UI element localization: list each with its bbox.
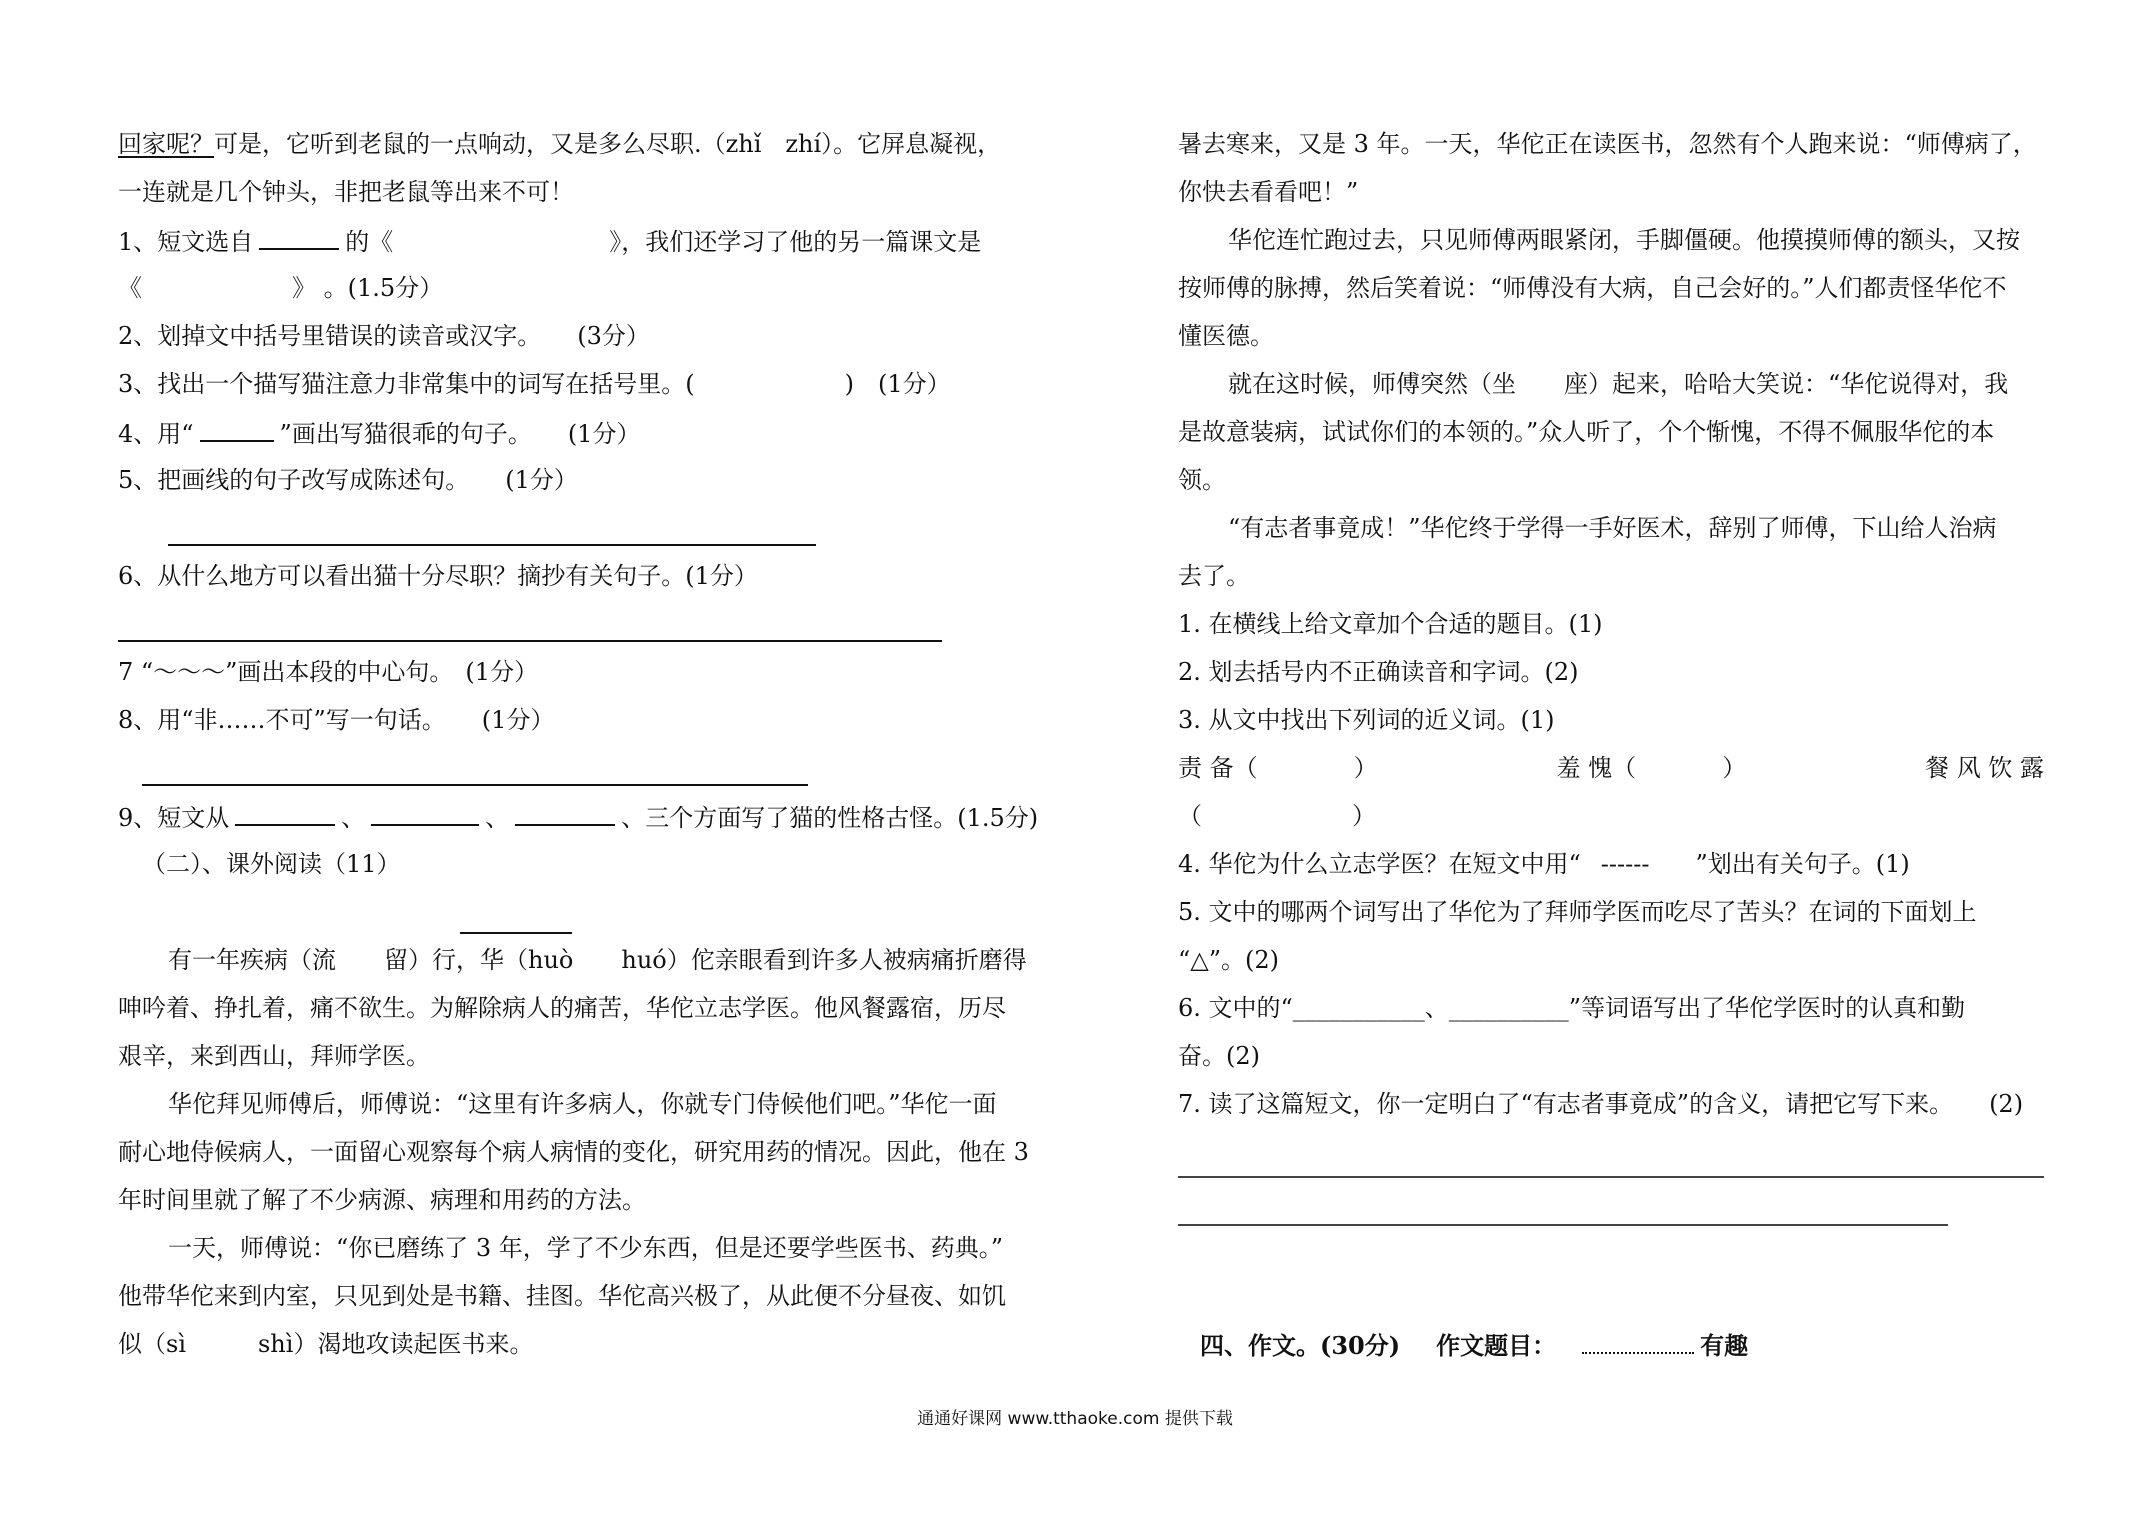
answer-line[interactable] bbox=[168, 544, 816, 546]
passage-line: 华佗连忙跑过去，只见师傅两眼紧闭，手脚僵硬。他摸摸师傅的额头，又按 bbox=[1228, 226, 2020, 254]
question-1-cont: 《 》 。(1.5分） bbox=[118, 274, 444, 302]
passage-line: 暑去寒来，又是 3 年。一天，华佗正在读医书，忽然有个人跑来说：“师傅病了， bbox=[1178, 130, 2037, 158]
answer-blank[interactable] bbox=[515, 800, 615, 826]
footer-credit: 通通好课网 www.tthaoke.com 提供下载 bbox=[917, 1409, 1233, 1429]
passage-line: 艰辛，来到西山，拜师学医。 bbox=[118, 1042, 430, 1070]
passage-line: 一连就是几个钟头，非把老鼠等出来不可！ bbox=[118, 178, 574, 206]
passage-line: 一天，师傅说：“你已磨练了 3 年，学了不少东西，但是还要学些医书、药典。” bbox=[168, 1234, 1004, 1262]
answer-line[interactable] bbox=[142, 784, 808, 786]
passage-line: 他带华佗来到内室，只见到处是书籍、挂图。华佗高兴极了，从此便不分昼夜、如饥 bbox=[118, 1282, 1006, 1310]
question-r3: 3. 从文中找出下列词的近义词。(1) bbox=[1178, 706, 1555, 734]
question-8: 8、用“非……不可”写一句话。 (1分） bbox=[118, 706, 555, 734]
section-4-heading: 四、作文。(30分) 作文题目： 有趣 bbox=[1200, 1328, 1748, 1360]
answer-line[interactable] bbox=[1178, 1224, 1948, 1226]
passage-line: 领。 bbox=[1178, 466, 1226, 494]
question-r4: 4. 华佗为什么立志学医？在短文中用“ ------ ”划出有关句子。(1) bbox=[1178, 850, 1910, 878]
question-r5-cont: “△”。(2) bbox=[1178, 946, 1279, 974]
answer-line[interactable] bbox=[118, 640, 942, 642]
passage-line: 有一年疾病（流 留）行，华（huò huó）佗亲眼看到许多人被病痛折磨得 bbox=[168, 946, 1027, 974]
question-r6: 6. 文中的“___________、__________”等词语写出了华佗学医时的认真和勤 bbox=[1178, 994, 1966, 1022]
passage-line: 华佗拜见师傅后，师傅说：“这里有许多病人，你就专门侍候他们吧。”华佗一面 bbox=[168, 1090, 997, 1118]
essay-title-blank[interactable] bbox=[1582, 1328, 1694, 1354]
answer-line[interactable] bbox=[1178, 1176, 2044, 1178]
underlined-sentence: 回家呢？ bbox=[118, 130, 214, 158]
synonym-item: 羞 愧（ ） bbox=[1556, 754, 1747, 782]
synonym-row-cont: （ ） bbox=[1178, 802, 1376, 830]
synonym-item: 责 备（ ） bbox=[1178, 754, 1378, 782]
section-2-heading: （二）、课外阅读（11） bbox=[142, 850, 401, 878]
passage-line: 你快去看看吧！” bbox=[1178, 178, 1359, 206]
passage-line: 呻吟着、挣扎着，痛不欲生。为解除病人的痛苦，华佗立志学医。他风餐露宿，历尽 bbox=[118, 994, 1006, 1022]
passage-line: 耐心地侍候病人，一面留心观察每个病人病情的变化，研究用药的情况。因此，他在 3 bbox=[118, 1138, 1029, 1166]
passage-line: 按师傅的脉搏，然后笑着说：“师傅没有大病，自己会好的。”人们都责怪华佗不 bbox=[1178, 274, 2007, 302]
question-4: 4、用“ ”画出写猫很乖的句子。 (1分） bbox=[118, 416, 640, 448]
passage-line: 去了。 bbox=[1178, 562, 1250, 590]
question-1: 1、短文选自 的《 》，我们还学习了他的另一篇课文是 bbox=[118, 224, 981, 256]
answer-blank[interactable] bbox=[259, 224, 339, 250]
question-r1: 1. 在横线上给文章加个合适的题目。(1) bbox=[1178, 610, 1603, 638]
answer-blank[interactable] bbox=[371, 800, 479, 826]
passage-line: 回家呢？可是，它听到老鼠的一点响动，又是多么尽职.（zhǐ zhí）。它屏息凝视， bbox=[118, 130, 1002, 158]
question-7: 7 “～～～”画出本段的中心句。 (1分） bbox=[118, 658, 539, 686]
passage-line: 懂医德。 bbox=[1178, 322, 1274, 350]
question-6: 6、从什么地方可以看出猫十分尽职？摘抄有关句子。(1分） bbox=[118, 562, 758, 590]
question-3: 3、找出一个描写猫注意力非常集中的词写在括号里。( ) (1分） bbox=[118, 370, 951, 398]
synonym-item: 餐 风 饮 露 bbox=[1925, 754, 2044, 782]
question-r2: 2. 划去括号内不正确读音和字词。(2) bbox=[1178, 658, 1579, 686]
synonym-row bbox=[1178, 752, 2044, 784]
dash-sample: ------ bbox=[1600, 850, 1650, 878]
answer-blank[interactable] bbox=[235, 800, 335, 826]
passage-line: 是故意装病，试试你们的本领的。”众人听了，个个惭愧，不得不佩服华佗的本 bbox=[1178, 418, 1995, 446]
question-r7: 7. 读了这篇短文，你一定明白了“有志者事竟成”的含义，请把它写下来。 (2) bbox=[1178, 1090, 2024, 1118]
passage-line: 年时间里就了解了不少病源、病理和用药的方法。 bbox=[118, 1186, 646, 1214]
question-r6-cont: 奋。(2) bbox=[1178, 1042, 1260, 1070]
passage-line: “有志者事竟成！”华佗终于学得一手好医术，辞别了师傅，下山给人治病 bbox=[1228, 514, 1997, 542]
question-5: 5、把画线的句子改写成陈述句。 (1分） bbox=[118, 466, 578, 494]
passage-line: 就在这时候，师傅突然（坐 座）起来，哈哈大笑说：“华佗说得对，我 bbox=[1228, 370, 2009, 398]
question-9: 9、短文从 、 、 、三个方面写了猫的性格古怪。(1.5分) bbox=[118, 800, 1038, 832]
title-blank[interactable] bbox=[460, 932, 572, 934]
question-r5: 5. 文中的哪两个词写出了华佗为了拜师学医而吃尽了苦头？在词的下面划上 bbox=[1178, 898, 1977, 926]
passage-line: 似（sì shì）渴地攻读起医书来。 bbox=[118, 1330, 534, 1358]
underline-sample bbox=[200, 416, 274, 442]
question-2: 2、划掉文中括号里错误的读音或汉字。 (3分） bbox=[118, 322, 650, 350]
